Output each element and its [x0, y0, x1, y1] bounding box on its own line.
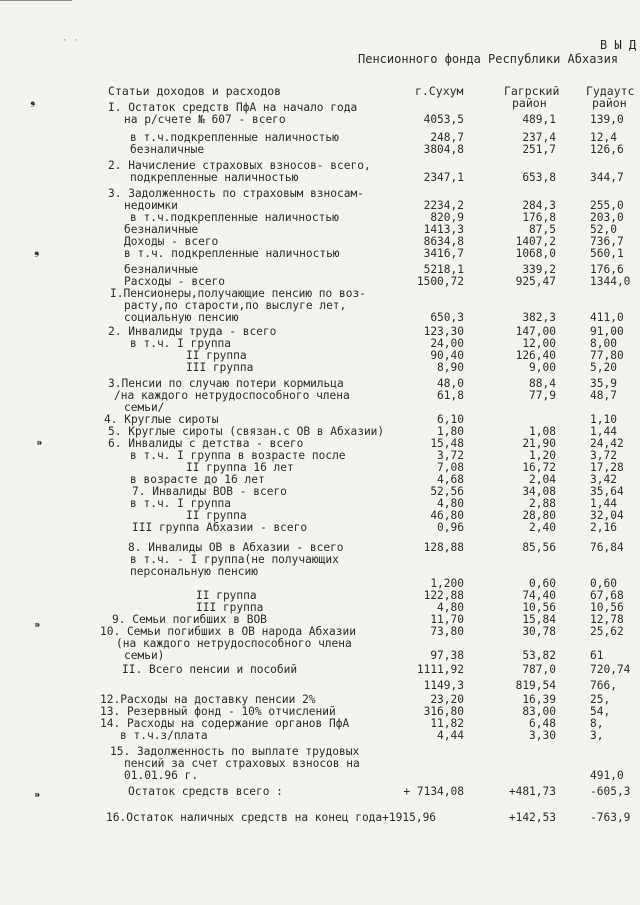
punch-hole-mark: ❟ [34, 242, 40, 258]
value-gagra: 21,90 [522, 437, 556, 450]
table-row [0, 362, 640, 374]
value-gudauta: 1344,0 [590, 275, 631, 288]
row-label: в т.ч. подкрепленные наличностью [124, 247, 340, 260]
value-gagra: 88,4 [529, 377, 556, 390]
table-row [0, 390, 640, 402]
row-label: в т.ч. I группа в возрасте после [130, 449, 346, 462]
row-label: II группа [186, 509, 247, 522]
value-gagra: 74,40 [522, 589, 556, 602]
value-gagra: 925,47 [515, 275, 556, 288]
punch-hole-mark: ⁍ [34, 618, 41, 634]
value-gudauta: 139,0 [590, 113, 624, 126]
row-label: в т.ч.подкрепленные наличностью [130, 211, 339, 224]
row-label: 8. Инвалиды ОВ в Абхазии - всего [128, 541, 344, 554]
table-row [0, 144, 640, 156]
value-gudauta: 3,72 [590, 449, 617, 462]
row-label: /на каждого нетрудоспособного члена [114, 389, 350, 402]
value-gudauta: 736,7 [590, 235, 624, 248]
value-gudauta: 32,04 [590, 509, 624, 522]
row-label: недоимки [124, 199, 178, 212]
value-sukhum: 97,38 [430, 649, 464, 662]
row-label: семьи) [124, 649, 165, 662]
value-gudauta: 5,20 [590, 361, 617, 374]
row-label: I. Остаток средств ПфА на начало года [108, 101, 358, 114]
value-gagra: 653,8 [522, 171, 556, 184]
row-label: в т.ч. I группа [130, 497, 232, 510]
value-gagra: 6,48 [529, 717, 556, 730]
row-label: 9. Семьи погибших в ВОВ [112, 613, 267, 626]
value-gudauta: 3, [590, 729, 604, 742]
value-gagra: 28,80 [522, 509, 556, 522]
value-sukhum: 4,68 [437, 473, 464, 486]
row-label: Расходы - всего [124, 275, 226, 288]
value-gagra: 1,20 [529, 449, 556, 462]
value-gagra: 9,00 [529, 361, 556, 374]
value-gudauta: 12,4 [590, 131, 617, 144]
row-label: II группа 16 лет [186, 461, 294, 474]
value-gagra: 489,1 [522, 113, 556, 126]
row-label: 15. Задолженность по выплате трудовых [110, 745, 360, 758]
value-gagra: 787,0 [522, 663, 556, 676]
value-gagra: 1407,2 [515, 235, 556, 248]
column-header-gudauta-rayon: район [592, 96, 627, 110]
row-label: безналичные [130, 143, 205, 156]
value-sukhum: 11,70 [430, 613, 464, 626]
value-sukhum: 90,40 [430, 349, 464, 362]
value-gagra: 16,39 [522, 693, 556, 706]
scan-dots: · · [62, 36, 79, 46]
column-header-gagra-rayon: район [512, 96, 547, 110]
value-sukhum: 23,20 [430, 693, 464, 706]
value-sukhum: 2234,2 [423, 199, 464, 212]
value-gagra: 339,2 [522, 263, 556, 276]
value-gagra: 176,8 [522, 211, 556, 224]
value-gagra: 819,54 [515, 679, 556, 692]
document-title: В Ы Д [600, 38, 637, 52]
row-label: 3.Пенсии по случаю потери кормильца [108, 377, 344, 390]
value-sukhum: 1,200 [430, 577, 464, 590]
value-sukhum: 128,88 [423, 541, 464, 554]
value-sukhum: 8634,8 [423, 235, 464, 248]
value-sukhum: 3804,8 [423, 143, 464, 156]
row-label: в т.ч. - I группа(не получающих [130, 553, 339, 566]
value-sukhum: 1413,3 [423, 223, 464, 236]
row-label: 4. Круглые сироты [104, 413, 219, 426]
value-sukhum: 3,72 [437, 449, 464, 462]
value-gagra: 1068,0 [515, 247, 556, 260]
value-gudauta: 1,10 [590, 413, 617, 426]
value-gagra: 126,40 [515, 349, 556, 362]
value-gudauta: 61 [590, 649, 604, 662]
value-sukhum: 650,3 [430, 311, 464, 324]
value-gagra: +481,73 [508, 785, 556, 798]
value-gudauta: -605,3 [590, 785, 631, 798]
row-label: пенсий за счет страховых взносов на [124, 757, 360, 770]
value-gudauta: 91,00 [590, 325, 624, 338]
value-gagra: 382,3 [522, 311, 556, 324]
row-label: в т.ч. I группа [130, 337, 232, 350]
value-gudauta: 766, [590, 679, 617, 692]
row-label: II. Всего пенсии и пособий [122, 663, 298, 676]
value-gagra: 2,04 [529, 473, 556, 486]
column-header-sukhum: г.Сухум [415, 84, 464, 98]
value-sukhum: 0,96 [437, 521, 464, 534]
row-label: Остаток средств всего : [128, 785, 283, 798]
value-gudauta: 126,6 [590, 143, 624, 156]
row-label: в т.ч.подкрепленные наличностью [130, 131, 339, 144]
value-gudauta: 48,7 [590, 389, 617, 402]
value-gagra: 10,56 [522, 601, 556, 614]
value-gagra: 77,9 [529, 389, 556, 402]
value-sukhum: 46,80 [430, 509, 464, 522]
row-label: 16.Остаток наличных средств на конец года+1915,96 [106, 811, 437, 824]
column-header-gagra: Гагрский [504, 84, 560, 98]
row-label: безналичные [124, 263, 199, 276]
table-row [0, 758, 640, 770]
value-sukhum: 4,44 [437, 729, 464, 742]
value-gudauta: 720,74 [590, 663, 631, 676]
value-sukhum: 7,08 [437, 461, 464, 474]
value-gagra: 284,3 [522, 199, 556, 212]
value-sukhum: 4,80 [437, 497, 464, 510]
value-gudauta: 203,0 [590, 211, 624, 224]
table-row [0, 114, 640, 126]
value-gudauta: 3,42 [590, 473, 617, 486]
table-row [0, 522, 640, 534]
row-label: 13. Резервный фонд - 10% отчислений [100, 705, 336, 718]
table-row [0, 730, 640, 742]
table-row [0, 770, 640, 782]
value-sukhum: 123,30 [423, 325, 464, 338]
table-row [0, 664, 640, 676]
value-sukhum: 1500,72 [416, 275, 464, 288]
row-label: подкрепленные наличностью [130, 171, 299, 184]
value-gagra: 3,30 [529, 729, 556, 742]
row-label: социальную пенсию [124, 311, 239, 324]
value-gudauta: 411,0 [590, 311, 624, 324]
table-row [0, 680, 640, 692]
value-sukhum: 6,10 [437, 413, 464, 426]
value-sukhum: 316,80 [423, 705, 464, 718]
row-label: 3. Задолженность по страховым взносам- [108, 187, 364, 200]
value-gagra: 12,00 [522, 337, 556, 350]
row-label: безналичные [124, 223, 199, 236]
row-label: III группа Абхазии - всего [132, 521, 308, 534]
value-gudauta: 344,7 [590, 171, 624, 184]
value-gagra: 0,60 [529, 577, 556, 590]
value-sukhum: 820,9 [430, 211, 464, 224]
row-label: Доходы - всего [124, 235, 219, 248]
table-row [0, 172, 640, 184]
column-header-gudauta: Гудаутс [586, 84, 635, 98]
value-sukhum: 24,00 [430, 337, 464, 350]
table-row [0, 312, 640, 324]
value-sukhum: 48,0 [437, 377, 464, 390]
value-gudauta: 12,78 [590, 613, 624, 626]
row-label: (на каждого нетрудоспособного члена [116, 637, 352, 650]
value-gudauta: 67,68 [590, 589, 624, 602]
value-gudauta: 8, [590, 717, 604, 730]
row-label: 01.01.96 г. [124, 769, 199, 782]
value-gudauta: 10,56 [590, 601, 624, 614]
value-gudauta: 491,0 [590, 769, 624, 782]
value-gagra: 85,56 [522, 541, 556, 554]
row-label: II группа [196, 589, 257, 602]
value-sukhum: 1,80 [437, 425, 464, 438]
value-gudauta: 255,0 [590, 199, 624, 212]
value-gudauta: 54, [590, 705, 611, 718]
value-gudauta: 35,64 [590, 485, 624, 498]
row-label: персональную пенсию [130, 565, 258, 578]
value-sukhum: 73,80 [430, 625, 464, 638]
value-sukhum: 5218,1 [423, 263, 464, 276]
row-label: в т.ч.з/плата [120, 729, 208, 742]
document-subtitle: Пенсионного фонда Республики Абхазия [358, 52, 619, 66]
value-sukhum: 61,8 [437, 389, 464, 402]
value-gagra: 34,08 [522, 485, 556, 498]
value-gudauta: 25,62 [590, 625, 624, 638]
value-gudauta: 76,84 [590, 541, 624, 554]
value-gudauta: 52,0 [590, 223, 617, 236]
value-sukhum: + 7134,08 [403, 785, 464, 798]
row-label: 14. Расходы на содержание органов ПфА [100, 717, 350, 730]
punch-hole-mark: ⁍ [36, 436, 43, 452]
table-row [0, 786, 640, 798]
value-sukhum: 1111,92 [416, 663, 464, 676]
row-label: 6. Инвалиды с детства - всего [108, 437, 304, 450]
value-sukhum: 4,80 [437, 601, 464, 614]
value-sukhum: 8,90 [437, 361, 464, 374]
value-gagra: 1,08 [529, 425, 556, 438]
value-gagra: 237,4 [522, 131, 556, 144]
value-sukhum: 4053,5 [423, 113, 464, 126]
table-row [0, 812, 640, 824]
value-gudauta: 560,1 [590, 247, 624, 260]
row-label: 5. Круглые сироты (связан.с ОВ в Абхазии) [108, 425, 385, 438]
row-label: 7. Инвалиды ВОВ - всего [132, 485, 287, 498]
table-row [0, 554, 640, 566]
value-sukhum: 248,7 [430, 131, 464, 144]
value-gagra: 2,88 [529, 497, 556, 510]
value-gagra: 30,78 [522, 625, 556, 638]
value-sukhum: 3416,7 [423, 247, 464, 260]
table-row [0, 650, 640, 662]
value-sukhum: 122,88 [423, 589, 464, 602]
value-gudauta: 25, [590, 693, 611, 706]
value-gudauta: 1,44 [590, 425, 617, 438]
value-gudauta: 77,80 [590, 349, 624, 362]
row-label: III группа [196, 601, 264, 614]
row-label: 10. Семьи погибших в ОВ народа Абхазии [100, 625, 356, 638]
value-gagra: 2,40 [529, 521, 556, 534]
value-gudauta: 1,44 [590, 497, 617, 510]
value-gagra: 53,82 [522, 649, 556, 662]
row-label: на р/счете № 607 - всего [124, 113, 286, 126]
value-gagra: 83,00 [522, 705, 556, 718]
row-label: III группа [186, 361, 254, 374]
row-label: расту,по старости,по выслуге лет, [124, 299, 347, 312]
row-label: 2. Инвалиды труда - всего [108, 325, 277, 338]
value-gagra: 15,84 [522, 613, 556, 626]
value-sukhum: 15,48 [430, 437, 464, 450]
value-gagra: 251,7 [522, 143, 556, 156]
value-gudauta: 0,60 [590, 577, 617, 590]
value-gudauta: 24,42 [590, 437, 624, 450]
value-sukhum: 11,82 [430, 717, 464, 730]
value-gudauta: -763,9 [590, 811, 631, 824]
row-label: 2. Начисление страховых взносов- всего, [108, 159, 371, 172]
value-gudauta: 176,6 [590, 263, 624, 276]
value-gudauta: 8,00 [590, 337, 617, 350]
table-row [0, 402, 640, 414]
row-label: в возрасте до 16 лет [130, 473, 265, 486]
table-row [0, 248, 640, 260]
row-label: II группа [186, 349, 247, 362]
value-gudauta: 2,16 [590, 521, 617, 534]
row-label: I.Пенсионеры,получающие пенсию по воз- [110, 287, 366, 300]
scan-mark [0, 0, 72, 1]
value-gagra: 87,5 [529, 223, 556, 236]
punch-hole-mark: ❟ [30, 92, 36, 108]
row-label: 12.Расходы на доставку пенсии 2% [100, 693, 316, 706]
value-gudauta: 35,9 [590, 377, 617, 390]
column-header-items: Статьи доходов и расходов [108, 84, 282, 98]
value-gudauta: 17,28 [590, 461, 624, 474]
punch-hole-mark: ⁍ [34, 788, 41, 804]
row-label: семьи/ [124, 401, 165, 414]
value-sukhum: 1149,3 [423, 679, 464, 692]
value-sukhum: 2347,1 [423, 171, 464, 184]
value-gagra: 147,00 [515, 325, 556, 338]
value-gagra: +142,53 [508, 811, 556, 824]
value-gagra: 16,72 [522, 461, 556, 474]
value-sukhum: 52,56 [430, 485, 464, 498]
